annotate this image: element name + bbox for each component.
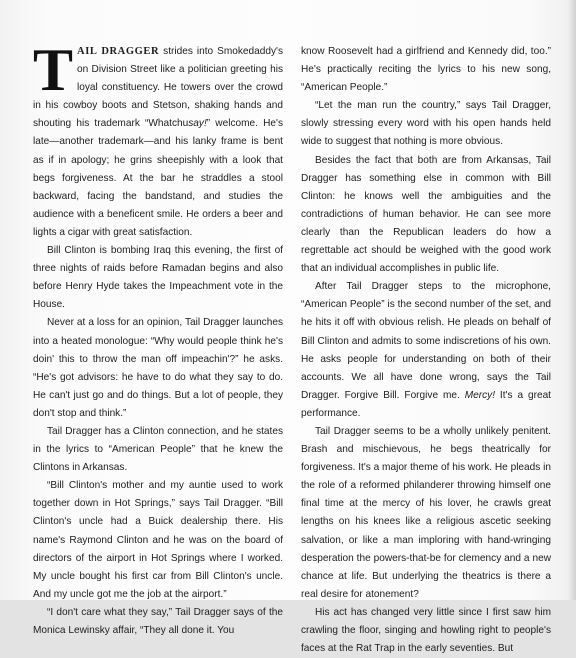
- article-paragraph: Bill Clinton is bombing Iraq this evening, the first of three nights of raids before Ramadan begins and also before Henry Hyde takes the Impeachment vote in the House.: [33, 245, 283, 311]
- article-paragraph: [33, 37, 284, 242]
- drop-cap: T: [33, 37, 74, 103]
- article-paragraph: know Roosevelt had a girlfriend and Kennedy did, too.” He's practically reciting the lyrics to his new song, “American People.”: [301, 46, 551, 94]
- page-edge-shadow: [568, 0, 576, 600]
- article-paragraph: “Bill Clinton's mother and my auntie used to work together down in Hot Springs,” says Tail Dragger. “Bill Clinton's uncle had a Buick dealership there. His name's Raymond Clinton and he was on the board of directors of the airport in Hot Springs where I worked. My uncle bought his first car from Bill Clinton's uncle. And my uncle got me the job at the airport.”: [33, 480, 283, 600]
- italic-text: say!: [188, 118, 207, 130]
- paragraph-text: After Tail Dragger steps to the microphone, “American People” is the second number of the set, and he hits it off with obvious relish. He pleads on behalf of Bill Clinton and admits to some indiscretions of his own. He asks people for understanding on both of their accounts. We all have done wrong, says the Tail Dragger. Forgive Bill. Forgive me.: [301, 281, 551, 401]
- article-paragraph: Tail Dragger has a Clinton connection, and he states in the lyrics to “American People” that he knew the Clintons in Arkansas.: [33, 425, 283, 474]
- article-paragraph: Besides the fact that both are from Arkansas, Tail Dragger has something else in common with Bill Clinton: he knows well the ambiguities and the contradictions of human behavior. He can see more clearly than the Republican leaders do how a regrettable act should be weighed with the good work that an individual accomplishes in public life.: [301, 154, 551, 275]
- paragraph-text: strides into Smokedaddy's on Division Street like a politician greeting his loyal constituency. He towers over the crowd in his cowboy boots and Stetson, shaking hands and shouting his trademark “Whatchu: [33, 46, 283, 130]
- article-column-left: [33, 37, 284, 640]
- article-paragraph: Never at a loss for an opinion, Tail Dragger launches into a heated monologue: “Why would people think he's doin' this to throw the man off impeachin'?” he asks. “He's got advisors: he have to do what they say to do. He can't just go and do things. But a lot of people, they don't stop and think.”: [33, 317, 283, 419]
- lead-name: AIL DRAGGER: [77, 46, 160, 57]
- article-paragraph: “I don't care what they say,” Tail Dragger says of the Monica Lewinsky affair, “They all done it. You: [33, 606, 283, 636]
- paragraph-text: It's a great performance.: [301, 389, 551, 419]
- article-paragraph: His act has changed very little since I first saw him crawling the floor, singing and howling right to people's faces at the Rat Trap in the early seventies. But: [301, 606, 551, 655]
- article-paragraph: Tail Dragger seems to be a wholly unlikely penitent. Brash and mischievous, he begs theatrically for forgiveness. It's a major theme of his work. He pleads in the role of a reformed philanderer throwing himself one final time at the mercy of his lover, he crawls great lengths on his knees like a religious ascetic seeking salvation, or like a man imploring with hand-wringing desperation the powers-that-be for clemency and a new chance at life. But underlying the theatrics is there a real desire for atonement?: [301, 425, 551, 600]
- article-paragraph: “Let the man run the country,” says Tail Dragger, slowly stressing every word with his open hands held wide to suggest that nothing is more obvious.: [301, 100, 551, 148]
- article-column-right: [301, 43, 551, 658]
- paragraph-text: ” welcome. He's late—another trademark—and his lanky frame is bent as if in apology; he grins sheepishly with a look that begs forgiveness. At the bar he straddles a stool backward, facing the bandstand, and studies the audience with a beneficent smile. He orders a beer and lights a cigar with great satisfaction.: [33, 118, 284, 238]
- article-paragraph: [301, 278, 551, 423]
- italic-text: Mercy!: [464, 389, 496, 401]
